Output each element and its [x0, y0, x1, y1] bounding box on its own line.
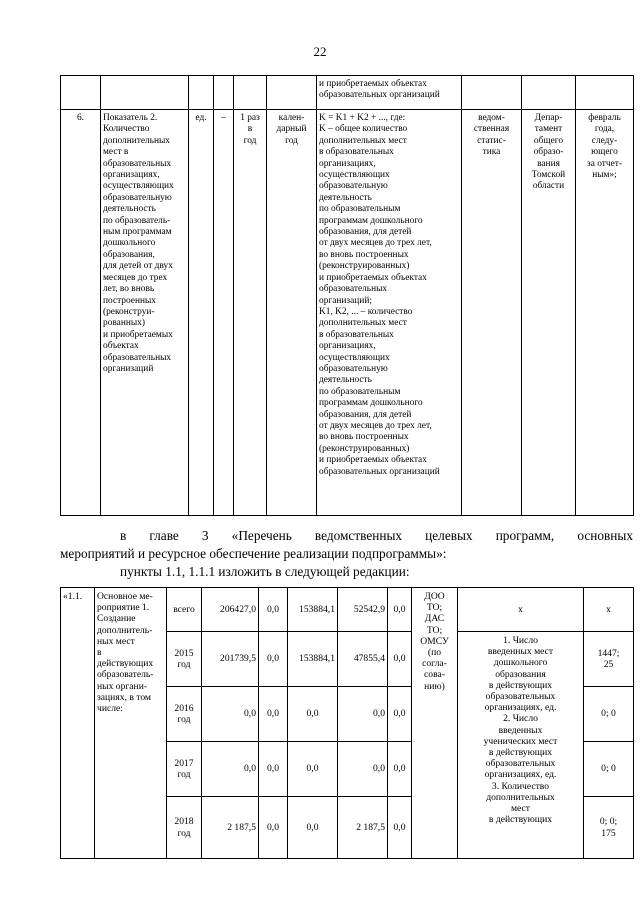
total-cell: 2 187,5: [202, 797, 259, 859]
value-cell: 0,0: [388, 742, 412, 797]
table-row: [61, 588, 634, 632]
page-number: 22: [313, 44, 327, 59]
item-number: «1.1.: [61, 588, 95, 859]
year-cell: 2017 год: [167, 742, 202, 797]
total-cell: 0,0: [202, 742, 259, 797]
value-cell: 0,0: [259, 588, 288, 632]
indicator-table: [60, 75, 634, 516]
row-number: 6.: [61, 110, 101, 516]
table-row: [61, 76, 634, 110]
value-cell: 0,0: [288, 742, 338, 797]
total-cell: 0,0: [202, 687, 259, 742]
value-cell: 153884,1: [288, 588, 338, 632]
formula-cell: и приобретаемых объектах образовательных организаций: [317, 76, 462, 110]
value-cell: 153884,1: [288, 632, 338, 687]
value-cell: 0,0: [288, 797, 338, 859]
value-cell: 0,0: [388, 687, 412, 742]
year-cell: всего: [167, 588, 202, 632]
source-cell: ведом- ственная статис- тика: [462, 110, 522, 516]
total-cell: 206427,0: [202, 588, 259, 632]
year-cell: 2018 год: [167, 797, 202, 859]
indicator-value: 1447; 25: [584, 632, 634, 687]
value-cell: 0,0: [259, 687, 288, 742]
indicator-name: Показатель 2. Количество дополнительных мест в образовательных организациях, осуществляющих образовательную деятельность по образователь- ным программам дошкольного образования, для детей от двух месяцев до трех лет, во вновь построенных (реконструи- рованных) и приобретаемых объектах образовательных организаций: [101, 110, 189, 516]
total-cell: 201739,5: [202, 632, 259, 687]
x-cell: х: [584, 588, 634, 632]
measures-table: [60, 587, 634, 859]
paragraph: пункты 1.1, 1.1.1 изложить в следующей редакции:: [120, 564, 410, 579]
x-cell: х: [458, 588, 584, 632]
indicator-value: 0; 0: [584, 742, 634, 797]
value-cell: 0,0: [259, 742, 288, 797]
indicator-value: 0; 0; 175: [584, 797, 634, 859]
deadline-cell: февраль года, следу- ющего за отчет- ным»;: [576, 110, 634, 516]
value-cell: 0,0: [388, 588, 412, 632]
value-cell: 0,0: [259, 632, 288, 687]
value-cell: 52542,9: [338, 588, 388, 632]
executor-cell: ДОО ТО; ДАС ТО; ОМСУ (по согла- сова- нию): [412, 588, 458, 859]
value-cell: 0,0: [259, 797, 288, 859]
value-cell: 2 187,5: [338, 797, 388, 859]
value-cell: 47855,4: [338, 632, 388, 687]
measure-name: Основное ме- роприятие 1. Создание дополнитель- ных мест в действующих образователь- ных органи- зациях, в том числе:: [95, 588, 167, 859]
year-cell: 2016 год: [167, 687, 202, 742]
value-cell: 0,0: [338, 687, 388, 742]
paragraph: мероприятий и ресурсное обеспечение реализации подпрограммы»:: [60, 546, 447, 561]
value-cell: 0,0: [288, 687, 338, 742]
value-cell: 0,0: [338, 742, 388, 797]
formula-cell: K = K1 + K2 + ..., где: K – общее количество дополнительных мест в образовательных организациях, осуществляющих образовательную деятельность по образовательным программам дошкольного образования, для детей от двух месяцев до трех лет, во вновь построенных (реконструированных) и приобретаемых объектах образовательных организаций; K1, K2, ... – количество дополнительных мест в образовательных организациях, осуществляющих образовательную деятельность по образовательным программам дошкольного образования, для детей от двух месяцев до трех лет, во вновь построенных (реконструированных) и приобретаемых объектах образовательных организаций: [317, 110, 462, 516]
year-cell: 2015 год: [167, 632, 202, 687]
period-cell: 1 раз в год: [234, 110, 267, 516]
indicator-description: 1. Число введенных мест дошкольного образования в действующих образовательных организациях, ед. 2. Число введенных ученических мест в действующих образовательных организациях, ед. 3. Количество дополнительных мест в действующих: [458, 632, 584, 859]
indicator-value: 0; 0: [584, 687, 634, 742]
dash-cell: –: [214, 110, 234, 516]
type-cell: кален- дарный год: [267, 110, 317, 516]
responsible-cell: Депар- тамент общего образо- вания Томской области: [522, 110, 576, 516]
paragraph: в главе 3 «Перечень ведомственных целевых программ, основных: [120, 528, 633, 543]
table-row: [61, 110, 634, 516]
value-cell: 0,0: [388, 797, 412, 859]
value-cell: 0,0: [388, 632, 412, 687]
unit-cell: ед.: [189, 110, 214, 516]
